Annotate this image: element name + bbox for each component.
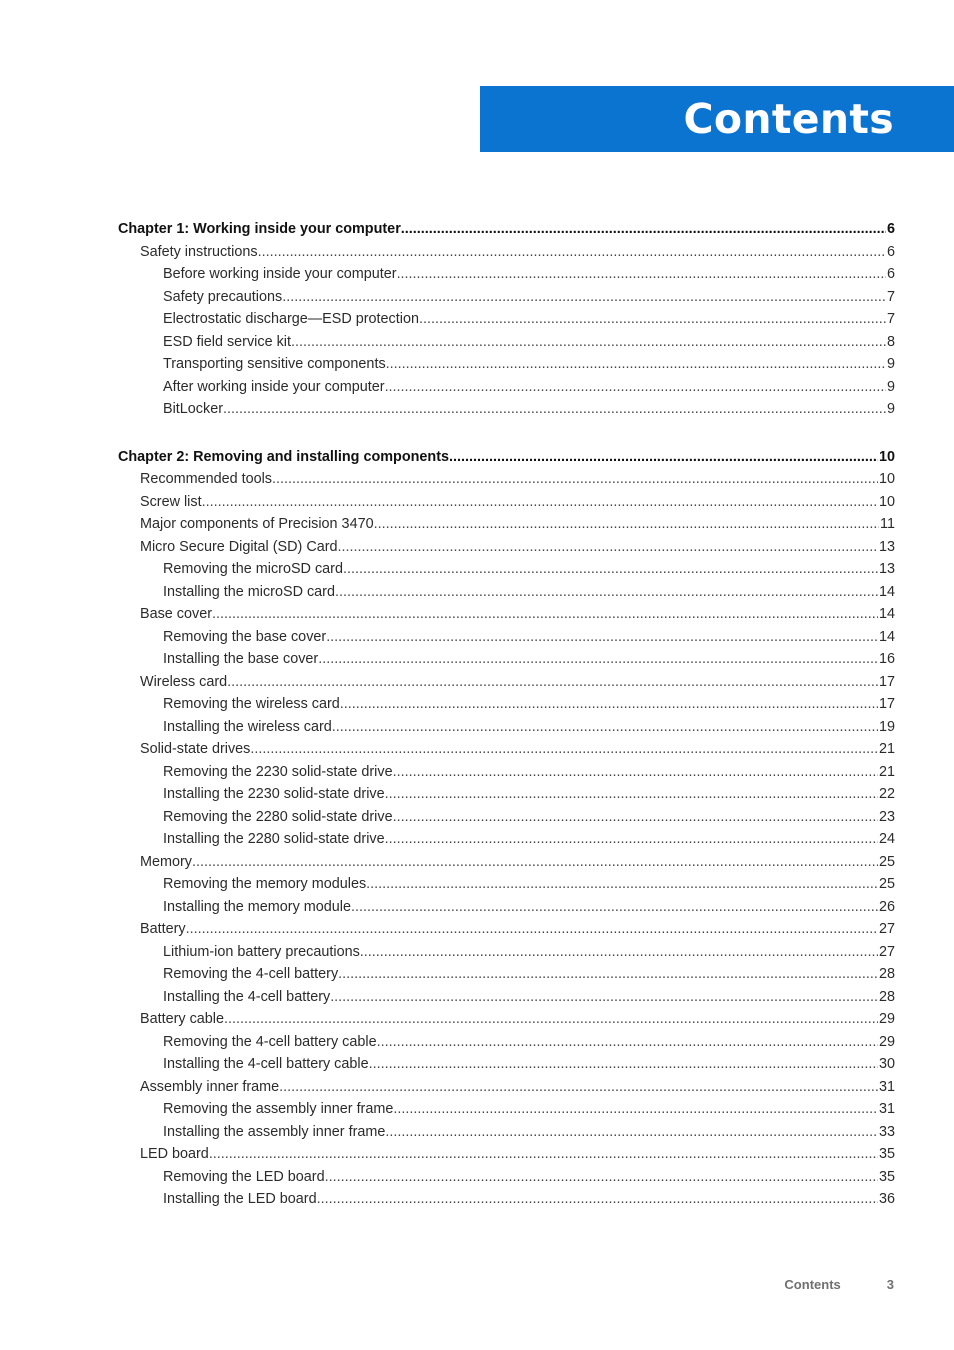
toc-entry-title: Installing the 2230 solid-state drive [163,786,385,802]
toc-section-entry[interactable] [118,468,895,491]
toc-entry-title: Memory [140,853,192,870]
toc-entry-title: Removing the LED board [163,1168,325,1185]
toc-dot-leader [318,648,878,671]
toc-entry-title: Installing the 4-cell battery cable [163,1056,369,1072]
toc-dot-leader [282,286,886,309]
toc-page-number: 27 [878,943,895,960]
toc-page-number: 14 [878,628,895,645]
toc-page-number: 6 [886,266,895,282]
toc-dot-leader [369,1053,878,1076]
toc-entry-title: Removing the memory modules [163,876,367,892]
toc-page-number: 36 [878,1191,895,1207]
toc-section-entry[interactable] [118,491,895,514]
toc-subsection-entry[interactable] [118,376,895,399]
toc-dot-leader [343,558,878,581]
toc-page-number: 31 [878,1101,895,1117]
toc-dot-leader [258,241,886,264]
toc-dot-leader [360,941,878,964]
toc-dot-leader [335,581,878,604]
toc-entry-title: Removing the 2230 solid-state drive [163,763,393,780]
toc-section-entry[interactable] [118,671,895,694]
toc-dot-leader [186,918,878,941]
toc-subsection-entry[interactable] [118,716,895,739]
toc-dot-leader [340,693,878,716]
toc-entry-title: Chapter 2: Removing and installing components [118,448,450,465]
toc-dot-leader [212,603,878,626]
toc-dot-leader [202,491,878,514]
toc-page-number: 13 [878,538,895,555]
toc-page-number: 23 [878,808,895,825]
toc-dot-leader [366,873,878,896]
toc-dot-leader [449,446,878,469]
toc-dot-leader [209,1143,878,1166]
toc-section-entry[interactable] [118,1143,895,1166]
toc-subsection-entry[interactable] [118,1098,895,1121]
toc-page-number: 21 [878,741,895,757]
toc-entry-title: LED board [140,1146,209,1162]
toc-page-number: 16 [878,651,895,667]
toc-subsection-entry[interactable] [118,828,895,851]
toc-dot-leader [338,536,878,559]
toc-page-number: 11 [880,516,895,532]
toc-dot-leader [317,1188,878,1211]
toc-entry-title: Installing the 4-cell battery [163,988,331,1005]
toc-subsection-entry[interactable] [118,331,895,354]
toc-subsection-entry[interactable] [118,308,895,331]
toc-page-number: 9 [886,356,895,372]
toc-subsection-entry[interactable] [118,1121,895,1144]
toc-entry-title: Removing the 2280 solid-state drive [163,808,393,825]
toc-section-entry[interactable] [118,851,895,874]
toc-chapter-entry[interactable] [118,446,895,469]
toc-dot-leader [377,1031,878,1054]
toc-entry-title: Installing the 2280 solid-state drive [163,831,385,847]
toc-dot-leader [250,738,878,761]
toc-dot-leader [419,308,886,331]
footer-page-number: 3 [886,1276,894,1292]
toc-entry-title: Battery cable [140,1011,224,1027]
toc-entry-title: Installing the wireless card [163,718,332,735]
toc-page-number: 25 [878,853,895,870]
toc-section-entry[interactable] [118,738,895,761]
toc-entry-title: Removing the 4-cell battery [163,966,339,982]
toc-page-number: 13 [878,561,895,577]
toc-entry-title: Screw list [140,493,202,510]
contents-banner [480,86,954,152]
toc-dot-leader [192,851,878,874]
toc-page-number: 17 [878,673,895,690]
toc-page-number: 14 [878,583,895,600]
toc-page-number: 33 [878,1123,895,1140]
toc-dot-leader [393,1098,878,1121]
toc-subsection-entry[interactable] [118,648,895,671]
toc-entry-title: Solid-state drives [140,741,251,757]
page-title: Contents [683,95,894,143]
toc-page-number: 6 [886,243,895,260]
toc-section-entry[interactable] [118,513,895,536]
toc-subsection-entry[interactable] [118,693,895,716]
toc-page-number: 35 [878,1168,895,1185]
toc-entry-title: Micro Secure Digital (SD) Card [140,538,338,555]
toc-page-number: 9 [886,378,895,395]
toc-dot-leader [374,513,879,536]
toc-dot-leader [385,1121,878,1144]
toc-entry-title: Safety precautions [163,288,283,305]
toc-section-entry[interactable] [118,241,895,264]
toc-entry-title: Base cover [140,606,212,622]
toc-entry-title: Installing the assembly inner frame [163,1123,386,1140]
toc-entry-title: Installing the microSD card [163,583,335,600]
toc-subsection-entry[interactable] [118,263,895,286]
toc-entry-title: Installing the LED board [163,1191,317,1207]
toc-dot-leader [223,398,886,421]
toc-dot-leader [224,1008,878,1031]
toc-subsection-entry[interactable] [118,286,895,309]
toc-entry-title: Chapter 1: Working inside your computer [118,221,401,237]
toc-dot-leader [401,218,886,241]
toc-entry-title: Electrostatic discharge—ESD protection [163,311,419,327]
toc-subsection-entry[interactable] [118,873,895,896]
toc-dot-leader [279,1076,878,1099]
toc-dot-leader [385,828,878,851]
toc-dot-leader [325,1166,878,1189]
toc-subsection-entry[interactable] [118,986,895,1009]
toc-subsection-entry[interactable] [118,963,895,986]
toc-entry-title: Removing the base cover [163,628,327,645]
toc-page-number: 29 [878,1011,895,1027]
toc-section-entry[interactable] [118,1008,895,1031]
toc-entry-title: BitLocker [163,401,223,417]
toc-subsection-entry[interactable] [118,783,895,806]
toc-entry-title: Wireless card [140,673,228,690]
toc-entry-title: Assembly inner frame [140,1078,280,1095]
toc-section-entry[interactable] [118,536,895,559]
toc-subsection-entry[interactable] [118,941,895,964]
toc-section-entry[interactable] [118,918,895,941]
toc-page-number: 27 [878,921,895,937]
toc-dot-leader [332,716,878,739]
toc-entry-title: Installing the memory module [163,898,351,915]
toc-page-number: 8 [886,333,895,350]
toc-page-number: 24 [878,831,895,847]
toc-dot-leader [385,783,878,806]
toc-section-entry[interactable] [118,603,895,626]
toc-page-number: 6 [886,221,895,237]
toc-entry-title: Lithium-ion battery precautions [163,943,360,960]
toc-subsection-entry[interactable] [118,558,895,581]
toc-entry-title: Battery [140,921,186,937]
toc-dot-leader [397,263,886,286]
toc-dot-leader [227,671,878,694]
toc-dot-leader [291,331,886,354]
toc-entry-title: Transporting sensitive components [163,356,386,372]
table-of-contents [118,218,895,1211]
toc-page-number: 25 [878,876,895,892]
toc-subsection-entry[interactable] [118,353,895,376]
toc-dot-leader [393,806,878,829]
toc-page-number: 10 [878,493,895,510]
toc-page-number: 19 [878,718,895,735]
page-footer [784,1275,894,1293]
toc-entry-title: Before working inside your computer [163,266,397,282]
toc-section-entry[interactable] [118,1076,895,1099]
toc-page-number: 22 [878,786,895,802]
toc-chapter-entry[interactable] [118,218,895,241]
toc-dot-leader [385,376,886,399]
toc-page-number: 9 [886,401,895,417]
toc-subsection-entry[interactable] [118,581,895,604]
toc-dot-leader [393,761,878,784]
toc-entry-title: Removing the 4-cell battery cable [163,1033,377,1050]
toc-page-number: 29 [878,1033,895,1050]
toc-page-number: 17 [878,696,895,712]
toc-dot-leader [351,896,878,919]
toc-dot-leader [338,963,878,986]
toc-entry-title: Safety instructions [140,243,258,260]
toc-dot-leader [330,986,878,1009]
toc-page-number: 35 [878,1146,895,1162]
toc-entry-title: Recommended tools [140,471,272,487]
toc-subsection-entry[interactable] [118,896,895,919]
toc-dot-leader [386,353,886,376]
toc-dot-leader [272,468,878,491]
toc-entry-title: Removing the wireless card [163,696,340,712]
toc-page-number: 14 [878,606,895,622]
toc-page-number: 26 [878,898,895,915]
toc-page-number: 28 [878,988,895,1005]
toc-entry-title: Major components of Precision 3470 [140,516,374,532]
toc-subsection-entry[interactable] [118,398,895,421]
footer-section-label: Contents [784,1276,841,1292]
toc-page-number: 10 [878,471,895,487]
toc-subsection-entry[interactable] [118,761,895,784]
toc-page-number: 7 [886,288,895,305]
toc-entry-title: Installing the base cover [163,651,319,667]
toc-entry-title: Removing the assembly inner frame [163,1101,394,1117]
toc-dot-leader [326,626,878,649]
toc-subsection-entry[interactable] [118,626,895,649]
toc-page-number: 7 [886,311,895,327]
toc-page-number: 30 [878,1056,895,1072]
toc-page-number: 31 [878,1078,895,1095]
toc-page-number: 28 [878,966,895,982]
toc-subsection-entry[interactable] [118,1188,895,1211]
toc-entry-title: Removing the microSD card [163,561,343,577]
toc-subsection-entry[interactable] [118,1031,895,1054]
toc-page-number: 10 [878,448,895,465]
toc-subsection-entry[interactable] [118,1053,895,1076]
toc-subsection-entry[interactable] [118,806,895,829]
toc-page-number: 21 [878,763,895,780]
toc-entry-title: ESD field service kit [163,333,291,350]
toc-entry-title: After working inside your computer [163,378,385,395]
toc-subsection-entry[interactable] [118,1166,895,1189]
